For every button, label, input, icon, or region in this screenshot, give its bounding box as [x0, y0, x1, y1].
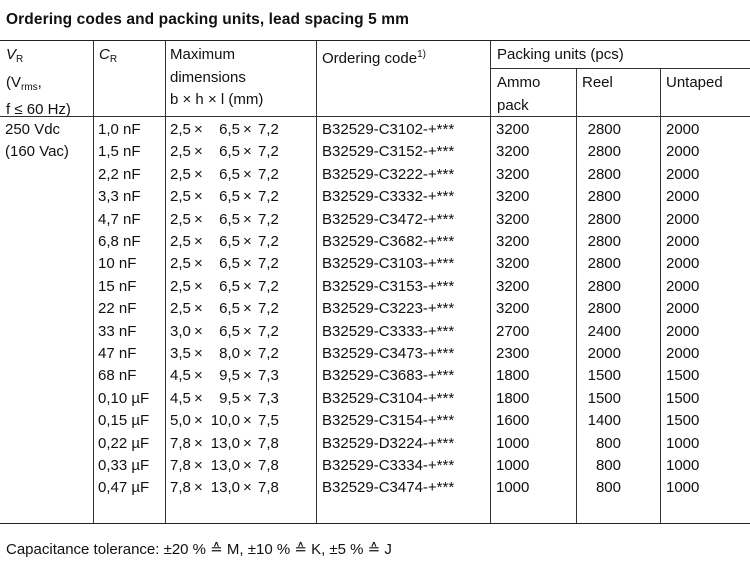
dim-l-cell: 7,2: [258, 188, 279, 206]
times-sign: ×: [243, 300, 252, 318]
header-ammo-pack: Ammo pack: [497, 74, 541, 114]
reel-cell: 2800: [587, 188, 621, 206]
times-sign: ×: [194, 300, 203, 318]
capacitance-cell: 2,2 nF: [98, 165, 141, 183]
times-sign: ×: [194, 345, 203, 362]
dim-b-cell: 5,0: [170, 412, 191, 430]
ordering-codes-table: [0, 40, 750, 524]
untaped-cell: 1000: [666, 434, 700, 452]
capacitance-cell: 1,5 nF: [98, 143, 141, 161]
table-row: [0, 388, 750, 410]
ammo-pack-cell: 3200: [496, 143, 530, 161]
ordering-code-cell: B32529-C3222-+***: [322, 165, 455, 183]
ordering-code-cell: B32529-C3154-+***: [322, 412, 455, 430]
reel-cell: 1500: [587, 367, 621, 385]
dim-l-cell: 7,2: [258, 255, 279, 273]
times-sign: ×: [194, 389, 203, 407]
reel-cell: 2800: [587, 255, 621, 273]
times-sign: ×: [243, 277, 252, 295]
table-row: [0, 164, 750, 186]
untaped-cell: 2000: [666, 233, 700, 250]
reel-cell: 2800: [587, 143, 621, 161]
dim-h-cell: 13,0: [210, 457, 240, 474]
dim-h-cell: 13,0: [210, 434, 240, 452]
reel-cell: 800: [595, 479, 621, 497]
reel-cell: 2800: [587, 277, 621, 295]
dim-b-cell: 2,5: [170, 210, 191, 228]
times-sign: ×: [194, 277, 203, 295]
times-sign: ×: [243, 479, 252, 497]
ordering-code-cell: B32529-C3152-+***: [322, 143, 455, 161]
dim-b-cell: 2,5: [170, 121, 191, 138]
dim-b-cell: 3,0: [170, 322, 191, 340]
dim-l-cell: 7,2: [258, 345, 279, 362]
header-rule: [0, 116, 750, 117]
voltage-cell: 250 Vdc (160 Vac): [5, 121, 69, 161]
reel-cell: 2800: [587, 300, 621, 318]
untaped-cell: 1500: [666, 389, 700, 407]
dim-l-cell: 7,8: [258, 434, 279, 452]
times-sign: ×: [194, 479, 203, 497]
reel-cell: 2800: [587, 165, 621, 183]
dim-h-cell: 8,0: [219, 345, 240, 362]
ordering-code-cell: B32529-C3334-+***: [322, 457, 455, 474]
reel-cell: 800: [595, 457, 621, 474]
ammo-pack-cell: 1600: [496, 412, 530, 430]
dim-h-cell: 6,5: [219, 322, 240, 340]
ammo-pack-cell: 3200: [496, 277, 530, 295]
table-row: [0, 276, 750, 298]
table-row: [0, 186, 750, 208]
times-sign: ×: [194, 457, 203, 474]
table-row: [0, 231, 750, 253]
capacitance-cell: 47 nF: [98, 345, 137, 362]
ammo-pack-cell: 3200: [496, 255, 530, 273]
dim-h-cell: 9,5: [219, 367, 240, 385]
dim-l-cell: 7,2: [258, 121, 279, 138]
header-max-dimensions: Maximum dimensions b × h × l (mm): [170, 46, 264, 108]
ammo-pack-cell: 3200: [496, 121, 530, 138]
times-sign: ×: [243, 345, 252, 362]
table-row: [0, 410, 750, 432]
reel-cell: 2800: [587, 121, 621, 138]
dim-h-cell: 13,0: [210, 479, 240, 497]
capacitance-cell: 0,47 µF: [98, 479, 150, 497]
dim-l-cell: 7,2: [258, 165, 279, 183]
dim-b-cell: 3,5: [170, 345, 191, 362]
ordering-code-cell: B32529-C3104-+***: [322, 389, 455, 407]
untaped-cell: 2000: [666, 255, 700, 273]
ammo-pack-cell: 3200: [496, 188, 530, 206]
ordering-code-cell: B32529-C3682-+***: [322, 233, 455, 250]
ordering-code-cell: B32529-C3333-+***: [322, 322, 455, 340]
untaped-cell: 1000: [666, 457, 700, 474]
capacitance-cell: 3,3 nF: [98, 188, 141, 206]
table-row: [0, 433, 750, 455]
dim-b-cell: 7,8: [170, 434, 191, 452]
ammo-pack-cell: 1800: [496, 367, 530, 385]
dim-b-cell: 2,5: [170, 233, 191, 250]
dim-l-cell: 7,2: [258, 233, 279, 250]
ammo-pack-cell: 3200: [496, 300, 530, 318]
dim-b-cell: 2,5: [170, 277, 191, 295]
dim-l-cell: 7,2: [258, 210, 279, 228]
times-sign: ×: [194, 233, 203, 250]
table-row: [0, 298, 750, 320]
times-sign: ×: [194, 434, 203, 452]
times-sign: ×: [194, 367, 203, 385]
capacitance-cell: 0,10 µF: [98, 389, 150, 407]
dim-l-cell: 7,8: [258, 457, 279, 474]
dim-l-cell: 7,2: [258, 322, 279, 340]
dim-l-cell: 7,2: [258, 143, 279, 161]
ammo-pack-cell: 3200: [496, 165, 530, 183]
ordering-code-cell: B32529-C3223-+***: [322, 300, 455, 318]
untaped-cell: 2000: [666, 345, 700, 362]
untaped-cell: 2000: [666, 143, 700, 161]
dim-h-cell: 9,5: [219, 389, 240, 407]
times-sign: ×: [194, 255, 203, 273]
table-row: [0, 209, 750, 231]
untaped-cell: 1500: [666, 412, 700, 430]
untaped-cell: 2000: [666, 188, 700, 206]
dim-h-cell: 6,5: [219, 165, 240, 183]
capacitance-cell: 15 nF: [98, 277, 137, 295]
dim-h-cell: 6,5: [219, 233, 240, 250]
dim-b-cell: 2,5: [170, 165, 191, 183]
untaped-cell: 2000: [666, 277, 700, 295]
ordering-code-cell: B32529-C3103-+***: [322, 255, 455, 273]
reel-cell: 1500: [587, 389, 621, 407]
times-sign: ×: [194, 143, 203, 161]
untaped-cell: 1000: [666, 479, 700, 497]
dim-l-cell: 7,5: [258, 412, 279, 430]
dim-l-cell: 7,2: [258, 300, 279, 318]
reel-cell: 1400: [587, 412, 621, 430]
dim-b-cell: 4,5: [170, 389, 191, 407]
dim-b-cell: 2,5: [170, 143, 191, 161]
times-sign: ×: [243, 188, 252, 206]
ordering-code-cell: B32529-C3473-+***: [322, 345, 455, 362]
ammo-pack-cell: 2300: [496, 345, 530, 362]
dim-b-cell: 2,5: [170, 255, 191, 273]
header-cr: $C_R$: [99, 46, 118, 65]
dim-h-cell: 10,0: [210, 412, 240, 430]
ordering-code-cell: B32529-C3474-+***: [322, 479, 455, 497]
table-row: [0, 477, 750, 499]
table-title: Ordering codes and packing units, lead spacing 5 mm: [6, 11, 410, 28]
table-row: [0, 119, 750, 141]
dim-l-cell: 7,2: [258, 277, 279, 295]
times-sign: ×: [243, 412, 252, 430]
times-sign: ×: [243, 457, 252, 474]
ammo-pack-cell: 1000: [496, 434, 530, 452]
times-sign: ×: [194, 322, 203, 340]
times-sign: ×: [243, 389, 252, 407]
header-reel: Reel: [582, 74, 613, 91]
reel-cell: 2400: [587, 322, 621, 340]
reel-cell: 2000: [587, 345, 621, 362]
times-sign: ×: [243, 210, 252, 228]
dim-h-cell: 6,5: [219, 255, 240, 273]
times-sign: ×: [243, 143, 252, 161]
header-vr: $V_R$ ($V_{rms}$, f ≤ 60 Hz): [6, 46, 71, 118]
dim-l-cell: 7,3: [258, 389, 279, 407]
reel-cell: 2800: [587, 210, 621, 228]
times-sign: ×: [243, 121, 252, 138]
capacitance-cell: 4,7 nF: [98, 210, 141, 228]
times-sign: ×: [194, 188, 203, 206]
ordering-code-cell: B32529-C3102-+***: [322, 121, 455, 138]
capacitance-cell: 68 nF: [98, 367, 137, 385]
dim-h-cell: 6,5: [219, 121, 240, 138]
packing-subheader-rule: [490, 68, 750, 69]
capacitance-cell: 0,33 µF: [98, 457, 150, 474]
dim-h-cell: 6,5: [219, 143, 240, 161]
untaped-cell: 1500: [666, 367, 700, 385]
dim-b-cell: 4,5: [170, 367, 191, 385]
table-row: [0, 321, 750, 343]
untaped-cell: 2000: [666, 322, 700, 340]
dim-h-cell: 6,5: [219, 188, 240, 206]
dim-b-cell: 2,5: [170, 188, 191, 206]
reel-cell: 800: [595, 434, 621, 452]
times-sign: ×: [243, 434, 252, 452]
header-untaped: Untaped: [666, 74, 723, 91]
dim-b-cell: 7,8: [170, 457, 191, 474]
ammo-pack-cell: 1800: [496, 389, 530, 407]
dim-l-cell: 7,3: [258, 367, 279, 385]
dim-b-cell: 2,5: [170, 300, 191, 318]
reel-cell: 2800: [587, 233, 621, 250]
untaped-cell: 2000: [666, 165, 700, 183]
ammo-pack-cell: 1000: [496, 479, 530, 497]
times-sign: ×: [243, 322, 252, 340]
ordering-code-cell: B32529-D3224-+***: [322, 434, 455, 452]
ammo-pack-cell: 1000: [496, 457, 530, 474]
header-ordering-code: Ordering code$^{1)}$: [322, 49, 426, 67]
times-sign: ×: [243, 255, 252, 273]
capacitance-cell: 1,0 nF: [98, 121, 141, 138]
ammo-pack-cell: 2700: [496, 322, 530, 340]
ordering-code-cell: B32529-C3332-+***: [322, 188, 455, 206]
header-packing-units: Packing units (pcs): [497, 46, 624, 63]
times-sign: ×: [243, 367, 252, 385]
capacitance-cell: 22 nF: [98, 300, 137, 318]
table-row: [0, 141, 750, 163]
tolerance-footnote: Capacitance tolerance: ±20 % ≙ M, ±10 % ≙ K, ±5 % ≙ J: [6, 541, 392, 558]
table-row: [0, 455, 750, 477]
capacitance-cell: 10 nF: [98, 255, 137, 273]
capacitance-cell: 0,22 µF: [98, 434, 150, 452]
times-sign: ×: [194, 121, 203, 138]
table-row: [0, 343, 750, 365]
times-sign: ×: [194, 210, 203, 228]
ammo-pack-cell: 3200: [496, 210, 530, 228]
table-row: [0, 365, 750, 387]
ordering-code-cell: B32529-C3153-+***: [322, 277, 455, 295]
dim-l-cell: 7,8: [258, 479, 279, 497]
times-sign: ×: [194, 412, 203, 430]
ordering-code-cell: B32529-C3683-+***: [322, 367, 455, 385]
dim-h-cell: 6,5: [219, 300, 240, 318]
untaped-cell: 2000: [666, 121, 700, 138]
untaped-cell: 2000: [666, 210, 700, 228]
dim-h-cell: 6,5: [219, 277, 240, 295]
times-sign: ×: [243, 165, 252, 183]
table-row: [0, 253, 750, 275]
capacitance-cell: 33 nF: [98, 322, 137, 340]
ordering-code-cell: B32529-C3472-+***: [322, 210, 455, 228]
ammo-pack-cell: 3200: [496, 233, 530, 250]
capacitance-cell: 0,15 µF: [98, 412, 150, 430]
times-sign: ×: [243, 233, 252, 250]
untaped-cell: 2000: [666, 300, 700, 318]
dim-h-cell: 6,5: [219, 210, 240, 228]
capacitance-cell: 6,8 nF: [98, 233, 141, 250]
times-sign: ×: [194, 165, 203, 183]
dim-b-cell: 7,8: [170, 479, 191, 497]
